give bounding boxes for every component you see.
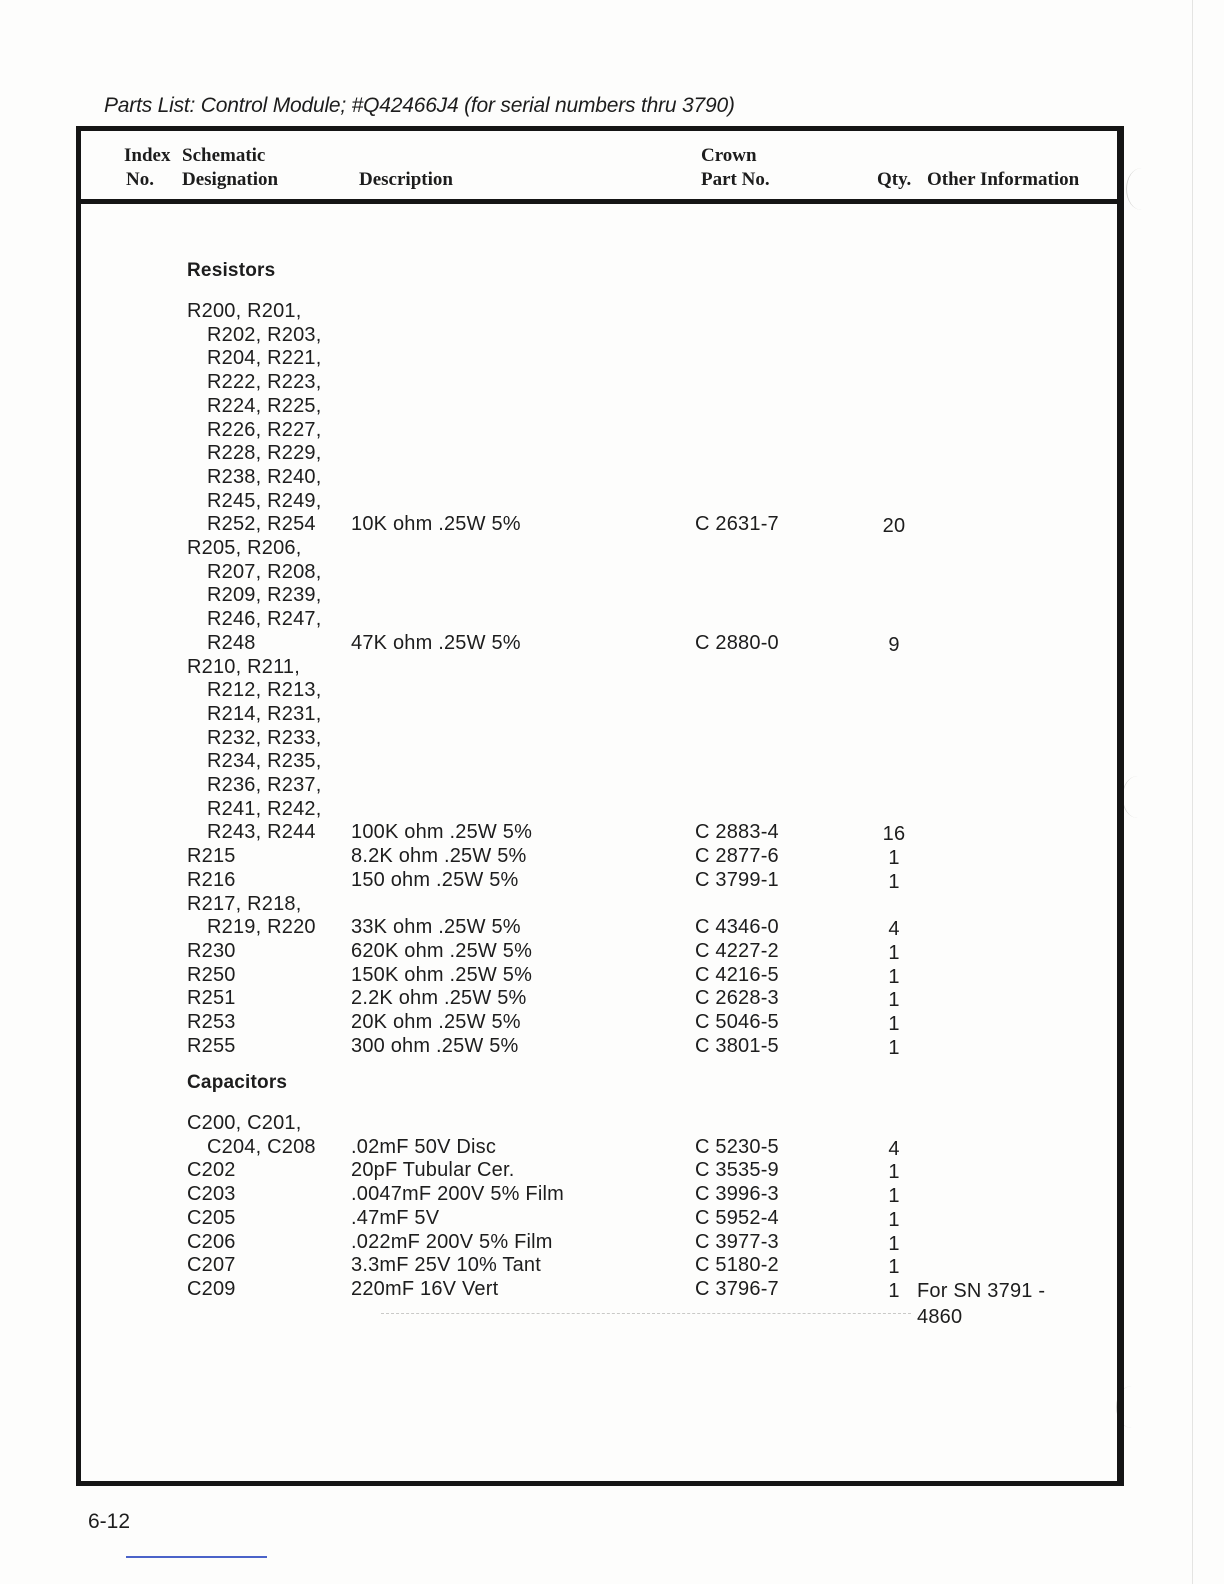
designation-line: R230 (187, 939, 236, 962)
designation-line: C205 (187, 1206, 236, 1229)
scan-margin-line (1192, 0, 1193, 1584)
description-cell: 620K ohm .25W 5% (351, 939, 533, 962)
qty-cell: 1 (888, 1161, 900, 1184)
designation-line: R243, R244 (207, 821, 316, 844)
designation-line: C200, C201, (187, 1112, 302, 1134)
designation-line: R202, R203, (207, 323, 322, 346)
designation-line: R222, R223, (207, 371, 322, 394)
qty-cell: 1 (888, 870, 900, 893)
other-info-cell: 4860 (917, 1305, 963, 1328)
designation-line: R251 (187, 987, 236, 1010)
part-number-cell: C 3796-7 (695, 1277, 779, 1300)
designation-line: R215 (187, 845, 236, 868)
qty-cell: 1 (888, 965, 900, 988)
qty-cell: 1 (888, 989, 900, 1012)
qty-cell: 1 (888, 1256, 900, 1279)
section-heading: Resistors (187, 260, 276, 281)
qty-cell: 20 (882, 515, 906, 538)
designation-line: R253 (187, 1011, 236, 1033)
parts-table (76, 126, 1124, 1486)
part-number-cell: C 3996-3 (695, 1183, 779, 1206)
designation-line: R226, R227, (207, 418, 322, 441)
footer-rule (126, 1556, 267, 1558)
designation-line: R250 (187, 963, 236, 986)
description-cell: 150K ohm .25W 5% (351, 963, 533, 986)
qty-cell: 9 (888, 633, 900, 656)
part-number-cell: C 4216-5 (695, 963, 779, 986)
part-number-cell: C 2880-0 (695, 631, 779, 654)
designation-line: C207 (187, 1254, 236, 1277)
designation-line: R252, R254 (207, 513, 316, 536)
binder-hole-mark (1126, 168, 1157, 210)
section-heading: Capacitors (187, 1072, 288, 1093)
designation-line: R204, R221, (207, 347, 322, 370)
designation-line: R241, R242, (207, 797, 322, 820)
part-number-cell: C 5046-5 (695, 1011, 779, 1033)
description-cell: .47mF 5V (351, 1206, 440, 1229)
qty-cell: 1 (888, 941, 900, 964)
column-header-other-info: Other Information (927, 169, 1080, 190)
designation-line: R234, R235, (207, 750, 322, 773)
column-header-part-line1: Crown (701, 145, 757, 166)
designation-line: C206 (187, 1230, 236, 1253)
qty-cell: 1 (888, 1208, 900, 1231)
designation-line: R210, R211, (187, 655, 301, 678)
description-cell: 20K ohm .25W 5% (351, 1011, 521, 1033)
part-number-cell: C 4227-2 (695, 939, 779, 962)
page-title: Parts List: Control Module; #Q42466J4 (for serial numbers thru 3790) (104, 94, 735, 117)
table-body (81, 131, 1117, 1481)
column-header-index-line2: No. (126, 169, 154, 190)
description-cell: 300 ohm .25W 5% (351, 1034, 519, 1057)
column-header-part-line2: Part No. (701, 169, 770, 190)
part-number-cell: C 2628-3 (695, 987, 779, 1010)
description-cell: 47K ohm .25W 5% (351, 631, 521, 654)
binder-hole-mark (1122, 776, 1153, 818)
column-header-qty: Qty. (877, 169, 912, 190)
designation-line: C204, C208 (207, 1135, 316, 1158)
part-number-cell: C 3977-3 (695, 1230, 779, 1253)
designation-line: R200, R201, (187, 300, 302, 322)
designation-line: C202 (187, 1159, 236, 1182)
designation-line: C209 (187, 1277, 236, 1300)
designation-line: R214, R231, (207, 702, 322, 725)
description-cell: 20pF Tubular Cer. (351, 1159, 515, 1182)
qty-cell: 4 (888, 1137, 900, 1160)
part-number-cell: C 3801-5 (695, 1034, 779, 1057)
designation-line: R224, R225, (207, 394, 322, 417)
description-cell: 100K ohm .25W 5% (351, 821, 533, 844)
description-cell: 8.2K ohm .25W 5% (351, 845, 527, 868)
designation-line: R209, R239, (207, 584, 322, 607)
designation-line: R232, R233, (207, 726, 322, 749)
qty-cell: 1 (888, 847, 900, 870)
designation-line: R207, R208, (207, 560, 322, 583)
description-cell: .0047mF 200V 5% Film (351, 1183, 564, 1206)
description-cell: 3.3mF 25V 10% Tant (351, 1254, 542, 1277)
designation-line: R236, R237, (207, 774, 322, 796)
designation-line: R217, R218, (187, 892, 302, 915)
qty-cell: 16 (882, 823, 906, 846)
qty-cell: 1 (888, 1232, 900, 1255)
part-number-cell: C 5952-4 (695, 1206, 779, 1229)
description-cell: 150 ohm .25W 5% (351, 868, 519, 891)
part-number-cell: C 5180-2 (695, 1254, 779, 1277)
qty-cell: 4 (888, 918, 900, 941)
description-cell: 220mF 16V Vert (351, 1277, 499, 1300)
description-cell: 10K ohm .25W 5% (351, 513, 521, 536)
description-cell: 33K ohm .25W 5% (351, 916, 521, 939)
part-number-cell: C 5230-5 (695, 1135, 779, 1158)
part-number-cell: C 2877-6 (695, 845, 779, 868)
part-number-cell: C 2883-4 (695, 821, 779, 844)
designation-line: R216 (187, 868, 236, 891)
designation-line: R245, R249, (207, 489, 322, 512)
qty-cell: 1 (888, 1185, 900, 1208)
designation-line: R205, R206, (187, 537, 302, 559)
column-header-designation-line2: Designation (182, 169, 279, 190)
designation-line: R219, R220 (207, 916, 316, 939)
other-info-cell: For SN 3791 - (917, 1279, 1046, 1302)
qty-cell: 1 (888, 1279, 900, 1302)
designation-line: R255 (187, 1034, 236, 1057)
part-number-cell: C 2631-7 (695, 513, 779, 536)
designation-line: R238, R240, (207, 465, 322, 488)
part-number-cell: C 3535-9 (695, 1159, 779, 1182)
designation-line: C203 (187, 1183, 236, 1206)
column-header-description: Description (359, 169, 453, 190)
column-header-index-line1: Index (124, 145, 171, 166)
part-number-cell: C 4346-0 (695, 916, 779, 939)
designation-line: R246, R247, (207, 608, 322, 631)
description-cell: .022mF 200V 5% Film (351, 1230, 553, 1253)
qty-cell: 1 (888, 1013, 900, 1035)
designation-line: R228, R229, (207, 442, 322, 465)
description-cell: .02mF 50V Disc (351, 1135, 497, 1158)
part-number-cell: C 3799-1 (695, 868, 779, 891)
designation-line: R248 (207, 631, 256, 654)
description-cell: 2.2K ohm .25W 5% (351, 987, 527, 1010)
page-number: 6-12 (88, 1510, 131, 1533)
designation-line: R212, R213, (207, 679, 322, 702)
qty-cell: 1 (888, 1036, 900, 1059)
faint-underline-rule (381, 1313, 911, 1314)
column-header-designation-line1: Schematic (182, 145, 266, 166)
